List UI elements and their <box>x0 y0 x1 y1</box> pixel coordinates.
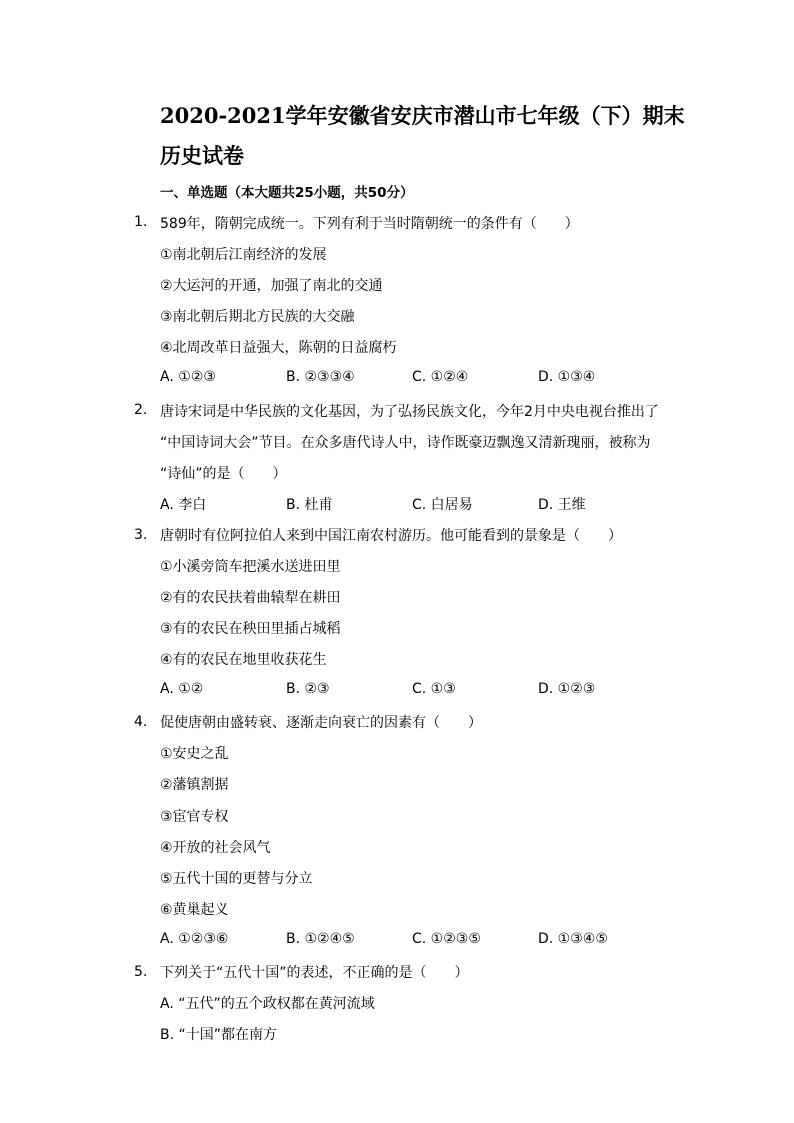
option-c[interactable]: C. ①③ <box>412 681 456 697</box>
question-item: ①小溪旁筒车把溪水送进田里 <box>160 559 341 575</box>
option-c[interactable]: C. 白居易 <box>412 497 473 513</box>
question-item: ②藩镇割据 <box>160 777 229 793</box>
question-item: ④有的农民在地里收获花生 <box>160 652 327 668</box>
question-stem: 下列关于“五代十国”的表述，不正确的是（ ） <box>160 965 469 981</box>
question-item: ⑥黄巢起义 <box>160 902 229 918</box>
option-b[interactable]: B. ②③ <box>286 681 330 697</box>
question-item: ②大运河的开通，加强了南北的交通 <box>160 278 383 294</box>
question-stem-cont: “中国诗词大会”节目。在众多唐代诗人中，诗作既豪迈飘逸又清新瑰丽，被称为 <box>160 435 651 451</box>
question-stem: 589年，隋朝完成统一。下列有利于当时隋朝统一的条件有（ ） <box>160 216 579 232</box>
question-item: ③宦官专权 <box>160 809 229 825</box>
title-line-1: 2020-2021学年安徽省安庆市潜山市七年级（下）期末 <box>160 103 685 128</box>
option-a[interactable]: A. ①②③ <box>160 369 216 385</box>
option-d[interactable]: D. 王维 <box>538 497 586 513</box>
question-number: 2. <box>134 402 148 418</box>
question-number: 3. <box>134 527 148 543</box>
option-a[interactable]: A. “五代”的五个政权都在黄河流域 <box>160 996 375 1012</box>
question-item: ④开放的社会风气 <box>160 840 271 856</box>
question-number: 5. <box>134 964 148 980</box>
option-b[interactable]: B. 杜甫 <box>286 497 333 513</box>
question-stem: 唐朝时有位阿拉伯人来到中国江南农村游历。他可能看到的景象是（ ） <box>160 528 622 544</box>
question-stem-cont: “诗仙”的是（ ） <box>160 466 287 482</box>
option-a[interactable]: A. ①②③⑥ <box>160 931 229 947</box>
question-stem: 促使唐朝由盛转衰、逐渐走向衰亡的因素有（ ） <box>160 715 482 731</box>
option-d[interactable]: D. ①③④ <box>538 369 596 385</box>
option-a[interactable]: A. ①② <box>160 681 204 697</box>
option-d[interactable]: D. ①②③ <box>538 681 596 697</box>
question-number: 1. <box>134 214 148 230</box>
question-item: ④北周改革日益强大，陈朝的日益腐朽 <box>160 340 397 356</box>
option-c[interactable]: C. ①②④ <box>412 369 469 385</box>
question-item: ③南北朝后期北方民族的大交融 <box>160 309 355 325</box>
question-item: ②有的农民扶着曲辕犁在耕田 <box>160 590 341 606</box>
option-b[interactable]: B. “十国”都在南方 <box>160 1027 278 1043</box>
question-item: ⑤五代十国的更替与分立 <box>160 871 313 887</box>
question-number: 4. <box>134 714 148 730</box>
option-c[interactable]: C. ①②③⑤ <box>412 931 481 947</box>
question-item: ①南北朝后江南经济的发展 <box>160 247 327 263</box>
option-b[interactable]: B. ①②④⑤ <box>286 931 355 947</box>
option-d[interactable]: D. ①③④⑤ <box>538 931 608 947</box>
title-line-2: 历史试卷 <box>160 143 244 168</box>
question-stem: 唐诗宋词是中华民族的文化基因，为了弘扬民族文化，今年2月中央电视台推出了 <box>160 404 659 420</box>
option-a[interactable]: A. 李白 <box>160 497 207 513</box>
option-b[interactable]: B. ②③③④ <box>286 369 355 385</box>
section-heading: 一、单选题（本大题共25小题，共50分） <box>160 185 414 201</box>
question-item: ③有的农民在秧田里插占城稻 <box>160 621 341 637</box>
question-item: ①安史之乱 <box>160 746 229 762</box>
